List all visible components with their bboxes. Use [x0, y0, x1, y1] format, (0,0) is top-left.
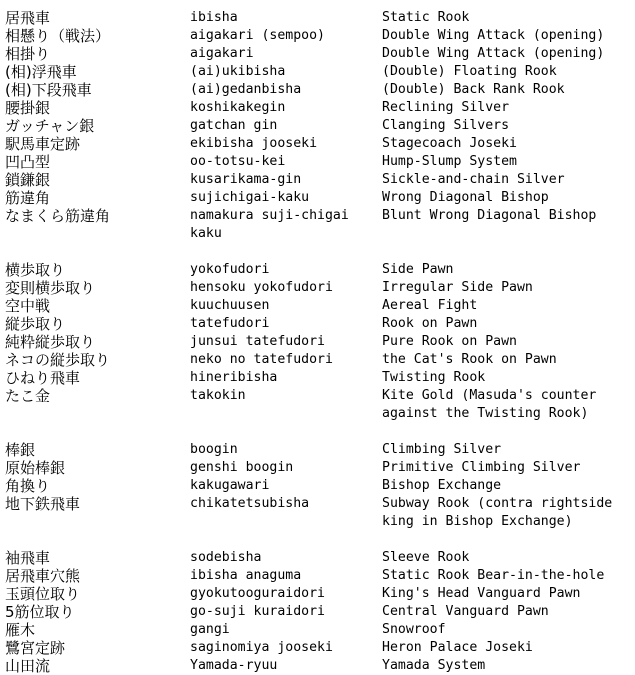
- romaji-reading: (ai)gedanbisha: [190, 82, 302, 97]
- japanese-term: 鎖鎌銀: [5, 171, 51, 189]
- english-translation: Twisting Rook: [382, 370, 486, 385]
- romaji-reading: ibisha: [190, 10, 238, 25]
- english-translation: Irregular Side Pawn: [382, 280, 533, 295]
- english-translation: Kite Gold (Masuda's counter against the Twisting Rook): [382, 388, 597, 421]
- japanese-term: なまくら筋違角: [5, 207, 111, 225]
- romaji-reading: kuuchuusen: [190, 298, 270, 313]
- japanese-term: 縦歩取り: [5, 315, 66, 333]
- english-translation: Blunt Wrong Diagonal Bishop: [382, 208, 597, 223]
- english-translation: Rook on Pawn: [382, 316, 478, 331]
- japanese-term: 相掛り: [5, 45, 51, 63]
- japanese-term: (相)下段飛車: [5, 81, 92, 99]
- english-translation: Double Wing Attack (opening): [382, 28, 605, 43]
- english-translation: Sickle-and-chain Silver: [382, 172, 565, 187]
- romaji-reading: tatefudori: [190, 316, 270, 331]
- japanese-term: 純粋縦歩取り: [5, 333, 96, 351]
- romaji-reading: chikatetsubisha: [190, 496, 310, 511]
- english-translation: Double Wing Attack (opening): [382, 46, 605, 61]
- japanese-term: 雁木: [5, 621, 36, 639]
- english-translation: Reclining Silver: [382, 100, 510, 115]
- english-translation: Clanging Silvers: [382, 118, 510, 133]
- japanese-term: たこ金: [5, 387, 51, 405]
- romaji-reading: kakugawari: [190, 478, 270, 493]
- english-translation: Snowroof: [382, 622, 446, 637]
- japanese-term: 駅馬車定跡: [5, 135, 81, 153]
- romaji-reading: sodebisha: [190, 550, 262, 565]
- english-translation: Primitive Climbing Silver: [382, 460, 581, 475]
- romaji-reading: Yamada-ryuu: [190, 658, 278, 673]
- romaji-reading: go-suji kuraidori: [190, 604, 325, 619]
- english-translation: (Double) Back Rank Rook: [382, 82, 565, 97]
- romaji-reading: aigakari: [190, 46, 254, 61]
- romaji-reading: saginomiya jooseki: [190, 640, 333, 655]
- english-translation: Side Pawn: [382, 262, 454, 277]
- romaji-reading: koshikakegin: [190, 100, 286, 115]
- japanese-term: 山田流: [5, 657, 51, 675]
- english-translation: Bishop Exchange: [382, 478, 502, 493]
- english-translation: Climbing Silver: [382, 442, 502, 457]
- japanese-term: 相懸り（戦法）: [5, 27, 111, 45]
- romaji-reading: kusarikama-gin: [190, 172, 302, 187]
- english-translation: Stagecoach Joseki: [382, 136, 517, 151]
- english-translation: Aereal Fight: [382, 298, 478, 313]
- romaji-reading: neko no tatefudori: [190, 352, 333, 367]
- english-translation: the Cat's Rook on Pawn: [382, 352, 557, 367]
- english-translation: Yamada System: [382, 658, 486, 673]
- japanese-term: 地下鉄飛車: [5, 495, 81, 513]
- romaji-reading: oo-totsu-kei: [190, 154, 286, 169]
- japanese-term: 腰掛銀: [5, 99, 51, 117]
- japanese-term: 袖飛車: [5, 549, 51, 567]
- japanese-term: ひねり飛車: [5, 369, 81, 387]
- romaji-reading: sujichigai-kaku: [190, 190, 310, 205]
- romaji-reading: hineribisha: [190, 370, 278, 385]
- japanese-term: 居飛車: [5, 9, 51, 27]
- japanese-term: 居飛車穴熊: [5, 567, 81, 585]
- english-translation: Hump-Slump System: [382, 154, 517, 169]
- english-translation: Static Rook: [382, 10, 470, 25]
- romaji-reading: gyokutooguraidori: [190, 586, 325, 601]
- romaji-reading: hensoku yokofudori: [190, 280, 333, 295]
- romaji-reading: aigakari (sempoo): [190, 28, 325, 43]
- english-translation: Wrong Diagonal Bishop: [382, 190, 549, 205]
- japanese-term: 棒銀: [5, 441, 36, 459]
- japanese-term: (相)浮飛車: [5, 63, 77, 81]
- japanese-term: 角換り: [5, 477, 51, 495]
- japanese-term: 凹凸型: [5, 153, 51, 171]
- romaji-reading: namakura suji-chigai kaku: [190, 208, 349, 241]
- romaji-reading: genshi boogin: [190, 460, 294, 475]
- romaji-reading: gatchan gin: [190, 118, 278, 133]
- japanese-term: 空中戦: [5, 297, 51, 315]
- japanese-term: 原始棒銀: [5, 459, 66, 477]
- japanese-term: 変則横歩取り: [5, 279, 96, 297]
- english-translation: Sleeve Rook: [382, 550, 470, 565]
- english-translation: Static Rook Bear-in-the-hole: [382, 568, 605, 583]
- english-translation: Pure Rook on Pawn: [382, 334, 517, 349]
- japanese-term: ネコの縦歩取り: [5, 351, 111, 369]
- english-translation: Central Vanguard Pawn: [382, 604, 549, 619]
- japanese-term: 5筋位取り: [5, 603, 75, 621]
- romaji-reading: ekibisha jooseki: [190, 136, 318, 151]
- japanese-term: 横歩取り: [5, 261, 66, 279]
- romaji-reading: (ai)ukibisha: [190, 64, 286, 79]
- romaji-reading: takokin: [190, 388, 246, 403]
- japanese-term: ガッチャン銀: [5, 117, 95, 135]
- japanese-term: 筋違角: [5, 189, 51, 207]
- japanese-term: 玉頭位取り: [5, 585, 81, 603]
- english-translation: Heron Palace Joseki: [382, 640, 533, 655]
- english-translation: Subway Rook (contra rightside king in Bishop Exchange): [382, 496, 613, 529]
- romaji-reading: ibisha anaguma: [190, 568, 302, 583]
- english-translation: (Double) Floating Rook: [382, 64, 557, 79]
- romaji-reading: boogin: [190, 442, 238, 457]
- romaji-reading: gangi: [190, 622, 230, 637]
- japanese-term: 鷺宮定跡: [5, 639, 66, 657]
- romaji-reading: yokofudori: [190, 262, 270, 277]
- romaji-reading: junsui tatefudori: [190, 334, 325, 349]
- english-translation: King's Head Vanguard Pawn: [382, 586, 581, 601]
